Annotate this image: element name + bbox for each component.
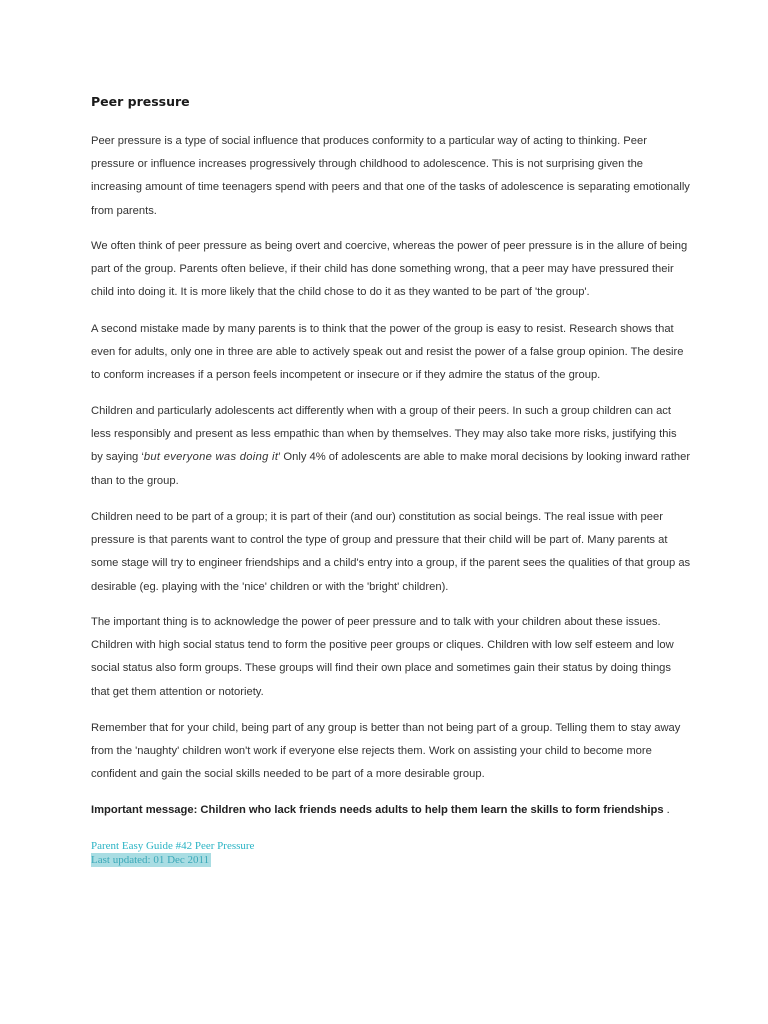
paragraph-4-quote: but everyone was doing it <box>143 451 279 464</box>
footer-last-updated: Last updated: 01 Dec 2011 <box>91 854 210 866</box>
important-message <box>91 799 731 822</box>
paragraph-4-before: Children and particularly adolescents act differently when with a group of their peers. In such a group children can act less responsibly and present as less empathic than when by themselves. They may also take more risks, justifying this by saying ‘ <box>91 405 677 464</box>
page-title: Peer pressure <box>91 94 190 109</box>
paragraph-4-after: ’ Only 4% of adolescents are able to make moral decisions by looking inward rather than to the group. <box>91 451 691 487</box>
important-message-suffix: . <box>663 804 670 816</box>
important-message-text: Important message: Children who lack friends needs adults to help them learn the skills to form friendships <box>91 804 664 816</box>
paragraph-3: A second mistake made by many parents is to think that the power of the group is easy to resist. Research shows that even for adults, only one in three are able to actively speak out and resist the power of a false group opinion. The desire to conform increases if a person feels incompetent or insecure or if they admire the status of the group. <box>91 323 684 382</box>
paragraph-5: Children need to be part of a group; it is part of their (and our) constitution as social beings. The real issue with peer pressure is that parents want to control the type of group and pressure that their child will be part of. Many parents at some stage will try to engineer friendships and a child's entry into a group, if the parent sees the qualities of that group as desirable (eg. playing with the 'nice' children or with the 'bright' children). <box>91 511 691 593</box>
footer-guide-link[interactable]: Parent Easy Guide #42 Peer Pressure <box>91 840 255 852</box>
paragraph-7: Remember that for your child, being part of any group is better than not being part of a group. Telling them to stay away from the 'naughty' children won't work if everyone else rejects them. Work on assisting your child to become more confident and gain the social skills needed to be part of a more desirable group. <box>91 722 681 781</box>
paragraph-4 <box>91 400 691 493</box>
paragraph-1: Peer pressure is a type of social influence that produces conformity to a particular way of acting to thinking. Peer pressure or influence increases progressively through childhood to adolescence. This is not surprising given the increasing amount of time teenagers spend with peers and that one of the tasks of adolescence is separating emotionally from parents. <box>91 135 690 217</box>
paragraph-2: We often think of peer pressure as being overt and coercive, whereas the power of peer pressure is in the allure of being part of the group. Parents often believe, if their child has done something wrong, that a peer may have pressured their child into doing it. It is more likely that the child chose to do it as they wanted to be part of 'the group'. <box>91 240 688 299</box>
paragraph-6: The important thing is to acknowledge the power of peer pressure and to talk with your children about these issues. Children with high social status tend to form the positive peer groups or cliques. Children with low self esteem and low social status also form groups. These groups will find their own place and sometimes gain their status by doing things that get them attention or notoriety. <box>91 616 674 698</box>
